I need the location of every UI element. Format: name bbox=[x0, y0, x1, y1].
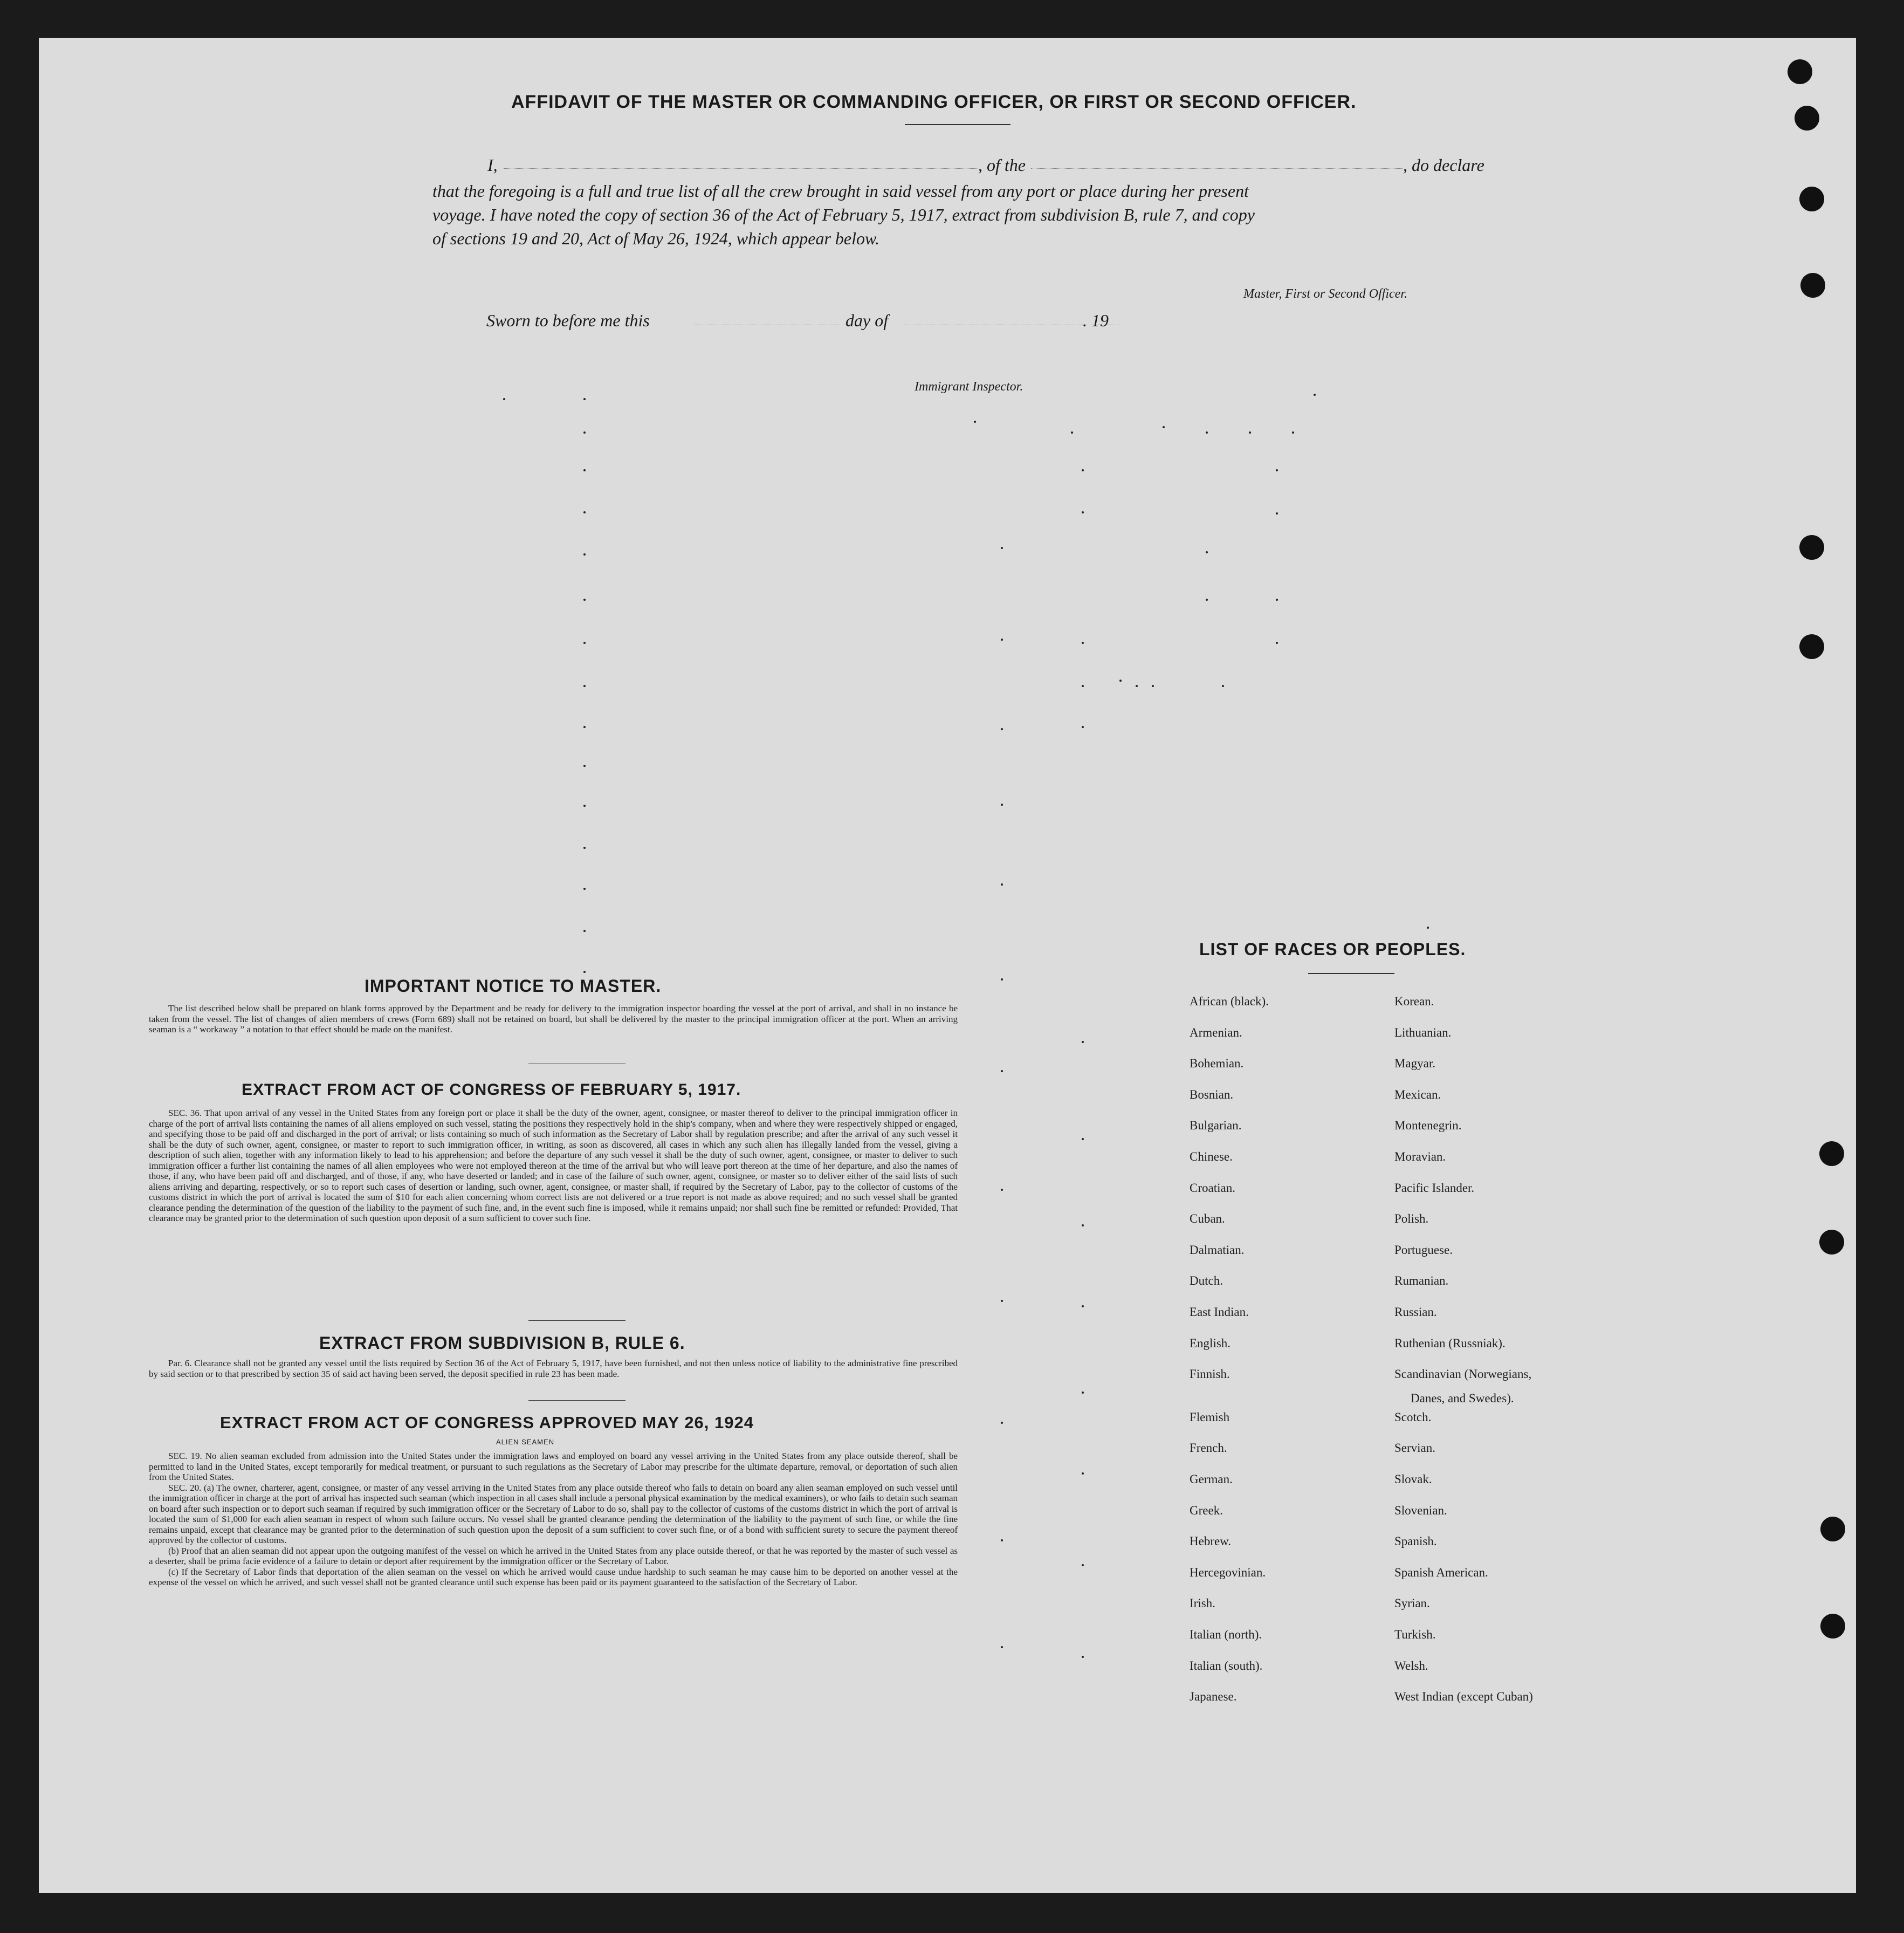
race-item: Hercegovinian. bbox=[1190, 1565, 1266, 1579]
extract-1924-text bbox=[149, 1451, 958, 1588]
race-item: Polish. bbox=[1394, 1212, 1429, 1226]
dot-leader bbox=[583, 553, 586, 556]
punch-hole bbox=[1799, 634, 1824, 659]
dot-leader bbox=[1082, 642, 1084, 644]
punch-hole bbox=[1820, 1614, 1845, 1639]
dot-leader bbox=[583, 685, 586, 687]
dot-leader bbox=[1082, 1138, 1084, 1140]
dot-leader bbox=[974, 421, 976, 423]
vessel-blank[interactable] bbox=[1031, 168, 1403, 169]
race-item: Armenian. bbox=[1190, 1025, 1242, 1039]
dot-leader bbox=[1082, 1305, 1084, 1307]
rule6-title: EXTRACT FROM SUBDIVISION B, RULE 6. bbox=[319, 1333, 685, 1353]
dot-leader bbox=[583, 971, 586, 973]
race-item: Moravian. bbox=[1394, 1150, 1446, 1163]
year-text: . 19 bbox=[1083, 311, 1109, 330]
race-item: Italian (south). bbox=[1190, 1658, 1263, 1672]
dot-leader bbox=[1206, 599, 1208, 601]
race-item: Chinese. bbox=[1190, 1150, 1233, 1163]
dot-leader bbox=[583, 469, 586, 471]
race-item: Hebrew. bbox=[1190, 1534, 1232, 1548]
inspector-label: Immigrant Inspector. bbox=[915, 380, 1023, 394]
alien-seamen-subtitle: ALIEN SEAMEN bbox=[496, 1438, 555, 1446]
race-item: Finnish. bbox=[1190, 1367, 1230, 1381]
affidavit-line2: that the foregoing is a full and true list of all the crew brought in said vessel from any port or place during her present bbox=[432, 181, 1249, 201]
race-item: Slovenian. bbox=[1394, 1503, 1447, 1517]
dot-leader bbox=[1001, 978, 1003, 981]
race-item: Montenegrin. bbox=[1394, 1119, 1462, 1133]
race-item: Irish. bbox=[1190, 1596, 1215, 1610]
race-item: Welsh. bbox=[1394, 1658, 1428, 1672]
race-item: Danes, and Swedes). bbox=[1411, 1392, 1514, 1405]
dot-leader bbox=[1001, 728, 1003, 730]
dot-leader bbox=[1001, 639, 1003, 641]
dot-leader bbox=[1001, 1070, 1003, 1072]
race-item: Syrian. bbox=[1394, 1596, 1430, 1610]
rule6-text bbox=[149, 1358, 958, 1379]
divider bbox=[905, 124, 1011, 125]
day-of-text: day of bbox=[846, 311, 889, 330]
dot-leader bbox=[1001, 1646, 1003, 1648]
race-item: Dalmatian. bbox=[1190, 1243, 1245, 1257]
notice-text bbox=[149, 1003, 958, 1035]
race-item: Mexican. bbox=[1394, 1087, 1441, 1101]
race-item: Ruthenian (Russniak). bbox=[1394, 1336, 1506, 1350]
dot-leader bbox=[1152, 685, 1154, 687]
race-item: Servian. bbox=[1394, 1441, 1436, 1455]
dot-leader bbox=[1001, 1300, 1003, 1302]
notice-paragraph: The list described below shall be prepared on blank forms approved by the Department and be ready for delivery to the immigration inspector boarding the vessel at the port of arrival, and shall in no instance be taken from the vessel. The list of changes of alien members of crews (Form 689) shall not be retained on board, but shall be delivered by the master to the principal immigration officer at the port. When an arriving seaman is a “ workaway ” a notation to that effect should be made on the manifest. bbox=[149, 1003, 958, 1034]
dot-leader bbox=[1082, 1656, 1084, 1658]
race-item: Dutch. bbox=[1190, 1274, 1223, 1288]
race-item: Cuban. bbox=[1190, 1212, 1225, 1226]
dot-leader bbox=[1082, 1041, 1084, 1043]
race-item: Rumanian. bbox=[1394, 1274, 1449, 1288]
dot-leader bbox=[1206, 431, 1208, 434]
race-item: Lithuanian. bbox=[1394, 1025, 1452, 1039]
dot-leader bbox=[1082, 1564, 1084, 1566]
affidavit-line3: voyage. I have noted the copy of section 36 of the Act of February 5, 1917, extract from subdivision B, rule 7, and copy bbox=[432, 205, 1255, 224]
punch-hole bbox=[1819, 1230, 1844, 1255]
dot-leader bbox=[1249, 431, 1251, 434]
dot-leader bbox=[1276, 642, 1278, 644]
dot-leader bbox=[1276, 512, 1278, 515]
dot-leader bbox=[503, 398, 505, 400]
dot-leader bbox=[583, 398, 586, 400]
race-item: Spanish. bbox=[1394, 1534, 1437, 1548]
dot-leader bbox=[1292, 431, 1294, 434]
dot-leader bbox=[583, 847, 586, 849]
punch-hole bbox=[1820, 1517, 1845, 1541]
race-item: English. bbox=[1190, 1336, 1231, 1350]
dot-leader bbox=[1082, 469, 1084, 471]
race-item: German. bbox=[1190, 1472, 1233, 1486]
race-item: Spanish American. bbox=[1394, 1565, 1488, 1579]
extract-1917-paragraph: SEC. 36. That upon arrival of any vessel in the United States from any foreign port or place it shall be the duty of the owner, agent, consignee, or master thereof to deliver to the principal immigration officer in charge of the port of arrival lists containing the names of all aliens employed on such vessel, stating the positions they respectively hold in the ship's company, when and where they were respectively shipped or engaged, and specifying those to be paid off and discharged in the port of arrival; or lists containing so much of such information as the Secretary of Labor shall by regulation prescribe; and after the arrival of any such vessel it shall be the duty of such owner, agent, consignee, or master to report to such immigration officer, in writing, as soon as discovered, all cases in which any such alien has illegally landed from the vessel, giving a description of such alien, together with any information likely to lead to his apprehension; and before the departure of any such vessel it shall be the duty of such owner, agent, consignee, or master to deliver to such immigration officer a further list containing the names of all alien employees who were not employed thereon at the time of the arrival but who will leave port thereon at the time of her departure, and also the names of those, if any, who have been paid off and discharged, and of those, if any, who have deserted or landed; and in case of the failure of such owner, agent, consignee, or master so to deliver either of the said lists of such aliens arriving and departing, respectively, or so to report such cases of desertion or landing, such owner, agent, consignee, or master shall, if required by the Secretary of Labor, pay to the collector of customs of the customs district in which the port of arrival is located the sum of $10 for each alien concerning whom correct lists are not delivered or a true report is not made as above required; and no such vessel shall be granted clearance pending the determination of the question of the liability to the payment of such fine, and, in the event such fine is imposed, while it remains unpaid; nor shall such fine be remitted or refunded: Provided, That clearance may be granted prior to the determination of such question upon deposit of a sum sufficient to cover such fine. bbox=[149, 1108, 958, 1223]
race-item: Italian (north). bbox=[1190, 1628, 1262, 1641]
race-item: Japanese. bbox=[1190, 1690, 1237, 1704]
race-item: Pacific Islander. bbox=[1394, 1181, 1475, 1195]
dot-leader bbox=[1136, 685, 1138, 687]
dot-leader bbox=[583, 599, 586, 601]
dot-leader bbox=[1082, 685, 1084, 687]
dot-leader bbox=[583, 726, 586, 728]
race-item: French. bbox=[1190, 1441, 1227, 1455]
extract-1924-title: EXTRACT FROM ACT OF CONGRESS APPROVED MAY 26, 1924 bbox=[220, 1413, 754, 1432]
dot-leader bbox=[583, 511, 586, 513]
race-item: Bosnian. bbox=[1190, 1087, 1234, 1101]
affidavit-declare: , do declare bbox=[1403, 155, 1484, 175]
race-item: East Indian. bbox=[1190, 1305, 1249, 1319]
dot-leader bbox=[1314, 394, 1316, 396]
dot-leader bbox=[583, 765, 586, 767]
punch-hole bbox=[1788, 59, 1812, 84]
dot-leader bbox=[1082, 1392, 1084, 1394]
race-item: Flemish bbox=[1190, 1410, 1230, 1424]
sec20c-paragraph: (c) If the Secretary of Labor finds that deportation of the alien seaman on the vessel on which he arrived would cause undue hardship to such seaman he may cause him to be deported on another vessel at the expense of the vessel on which he arrived, and such vessel shall not be granted clearance until such expense has been paid or its payment guaranteed to the satisfaction of the Secretary of Labor. bbox=[149, 1566, 958, 1587]
race-item: West Indian (except Cuban) bbox=[1394, 1690, 1533, 1704]
dot-leader bbox=[1001, 883, 1003, 886]
dot-leader bbox=[1082, 1472, 1084, 1475]
affidavit-line4: of sections 19 and 20, Act of May 26, 1924, which appear below. bbox=[432, 229, 879, 248]
dot-leader bbox=[1276, 469, 1278, 471]
punch-hole bbox=[1799, 187, 1824, 211]
punch-hole bbox=[1800, 273, 1825, 298]
dot-leader bbox=[1082, 511, 1084, 513]
sec20a-paragraph: SEC. 20. (a) The owner, charterer, agent, consignee, or master of any vessel arriving in the United States from any place outside thereof who fails to detain on board any alien seaman employed on such vessel until the immigration officer in charge at the port of arrival has inspected such seaman (which inspection in all cases shall include a personal physical examination by the medical examiners), or who fails to detain such seaman on board after such inspection or to deport such seaman if required by such immigration officer or the Secretary of Labor to do so, shall pay to the collector of customs of the customs district in which the port of arrival is located the sum of $1,000 for each alien seaman in respect of whom such failure occurs. No vessel shall be granted clearance pending the determination of the liability to the payment of such fine, or while the fine remains unpaid, except that clearance may be granted prior to the determination of such question upon the deposit of a sum sufficient to cover such fine, or of a bond with sufficient surety to secure the payment thereof approved by the collector of customs. bbox=[149, 1482, 958, 1545]
affidavit-title: AFFIDAVIT OF THE MASTER OR COMMANDING OFFICER, OR FIRST OR SECOND OFFICER. bbox=[511, 92, 1357, 112]
dot-leader bbox=[1427, 927, 1429, 929]
dot-leader bbox=[1119, 680, 1122, 682]
dot-leader bbox=[583, 805, 586, 807]
affidavit-of-the: , of the bbox=[978, 155, 1026, 175]
races-title: LIST OF RACES OR PEOPLES. bbox=[1199, 940, 1466, 959]
races-right-continuation bbox=[1411, 1392, 1514, 1406]
race-item: Magyar. bbox=[1394, 1057, 1436, 1071]
dot-leader bbox=[1001, 1539, 1003, 1541]
race-item: Scotch. bbox=[1394, 1410, 1432, 1424]
race-item: African (black). bbox=[1190, 995, 1269, 1008]
extract-1917-text bbox=[149, 1108, 958, 1224]
race-item: Bohemian. bbox=[1190, 1057, 1244, 1071]
dot-leader bbox=[1206, 551, 1208, 553]
divider bbox=[528, 1320, 625, 1321]
race-item: Bulgarian. bbox=[1190, 1119, 1242, 1133]
race-item: Portuguese. bbox=[1394, 1243, 1453, 1257]
extract-1917-title: EXTRACT FROM ACT OF CONGRESS OF FEBRUARY 5, 1917. bbox=[242, 1081, 741, 1099]
dot-leader bbox=[1082, 726, 1084, 728]
punch-hole bbox=[1819, 1141, 1844, 1166]
punch-hole bbox=[1795, 106, 1819, 131]
dot-leader bbox=[1222, 685, 1224, 687]
rule6-paragraph: Par. 6. Clearance shall not be granted any vessel until the lists required by Section 36 of the Act of February 5, 1917, have been furnished, and not then unless notice of liability to the administrative fine prescribed by said section or to that prescribed by section 35 of said act having been served, the deposit specified in rule 23 has been made. bbox=[149, 1358, 958, 1379]
dot-leader bbox=[1001, 1189, 1003, 1191]
dot-leader bbox=[583, 642, 586, 644]
sec19-paragraph: SEC. 19. No alien seaman excluded from admission into the United States under the immigration laws and employed on board any vessel arriving in the United States from any place outside thereof, shall be permitted to land in the United States, except temporarily for medical treatment, or pursuant to such regulations as the Secretary of Labor may prescribe for the ultimate departure, removal, or deportation of such alien from the United States. bbox=[149, 1451, 958, 1482]
dot-leader bbox=[1082, 1224, 1084, 1226]
signature-label: Master, First or Second Officer. bbox=[1243, 287, 1407, 301]
race-item: Croatian. bbox=[1190, 1181, 1235, 1195]
punch-hole bbox=[1799, 535, 1824, 560]
dot-leader bbox=[1001, 804, 1003, 806]
dot-leader bbox=[583, 888, 586, 890]
race-item: Greek. bbox=[1190, 1503, 1223, 1517]
dot-leader bbox=[1276, 599, 1278, 601]
race-item: Turkish. bbox=[1394, 1628, 1436, 1641]
notice-title: IMPORTANT NOTICE TO MASTER. bbox=[365, 976, 662, 996]
sec20b-paragraph: (b) Proof that an alien seaman did not appear upon the outgoing manifest of the vessel on which he arrived in the United States from any place outside thereof, or that he was reported by the master of such vessel as a deserter, shall be prima facie evidence of a failure to detain or deport after requirement by the immigration officer or the Secretary of Labor. bbox=[149, 1545, 958, 1566]
dot-leader bbox=[1071, 431, 1073, 434]
race-item: Slovak. bbox=[1394, 1472, 1432, 1486]
affidavit-i: I, bbox=[487, 155, 498, 175]
dot-leader bbox=[1163, 426, 1165, 428]
name-blank[interactable] bbox=[504, 168, 978, 169]
dot-leader bbox=[583, 431, 586, 434]
dot-leader bbox=[583, 930, 586, 932]
dot-leader bbox=[1001, 547, 1003, 549]
divider bbox=[528, 1400, 625, 1401]
document-sheet bbox=[39, 38, 1856, 1893]
race-item: Scandinavian (Norwegians, bbox=[1394, 1367, 1532, 1381]
dot-leader bbox=[1001, 1422, 1003, 1424]
race-item: Korean. bbox=[1394, 995, 1434, 1008]
sworn-text: Sworn to before me this bbox=[486, 311, 650, 330]
divider bbox=[1308, 973, 1394, 974]
race-item: Russian. bbox=[1394, 1305, 1437, 1319]
